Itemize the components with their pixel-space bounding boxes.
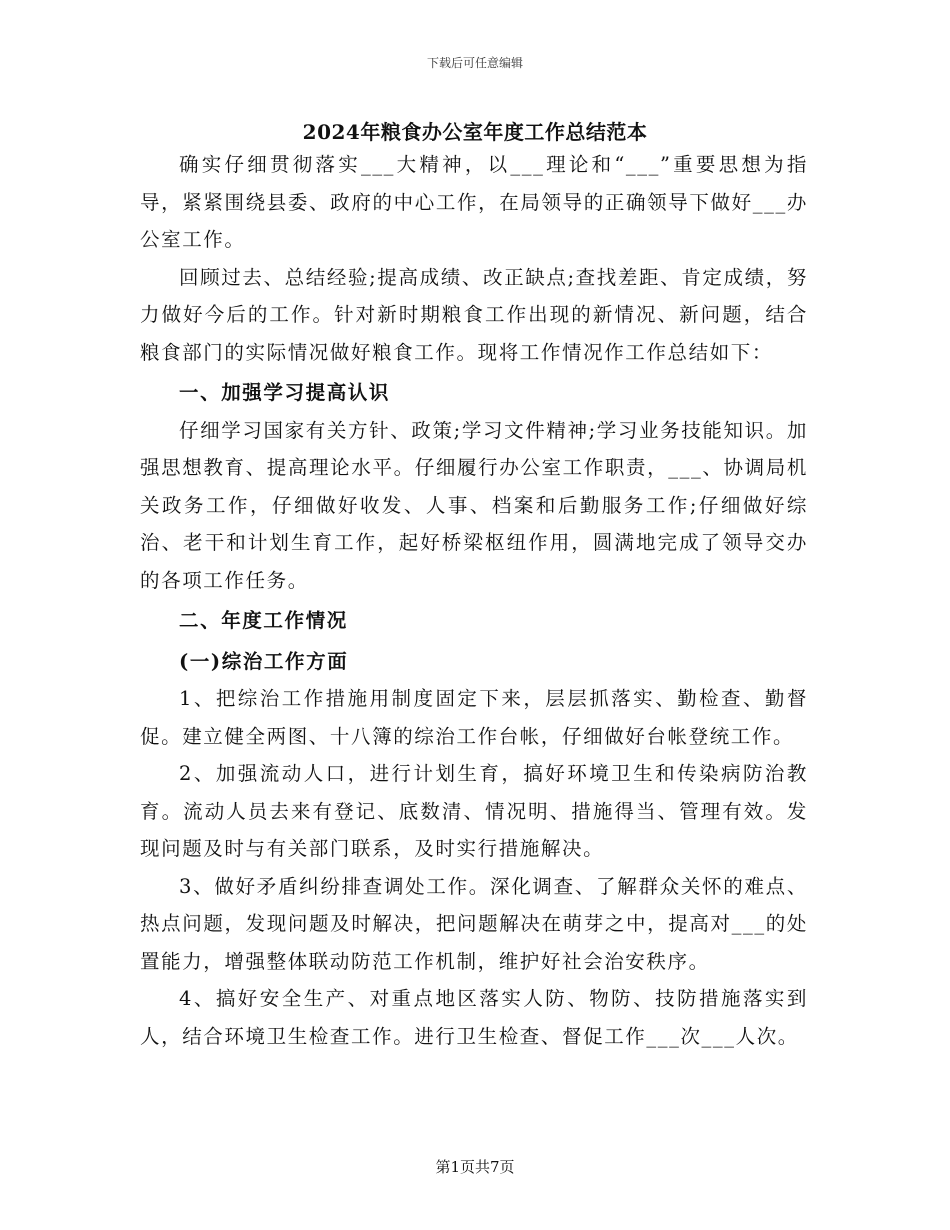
page-number: 第1页共7页: [435, 1158, 515, 1176]
section-heading-study: 一、加强学习提高认识: [179, 381, 391, 404]
subsection-heading-comprehensive: (一)综治工作方面: [179, 649, 349, 673]
paragraph-item-2: 2、加强流动人口，进行计划生育，搞好环境卫生和传染病防治教育。流动人员去来有登记、底数清、情况明、措施得当、管理有效。发现问题及时与有关部门联系，及时实行措施解决。: [140, 762, 808, 860]
paragraph-item-3: 3、做好矛盾纠纷排查调处工作。深化调查、了解群众关怀的难点、热点问题，发现问题及时解决，把问题解决在萌芽之中，提高对___的处置能力，增强整体联动防范工作机制，维护好社会治安秩序。: [140, 874, 808, 973]
paragraph-item-1: 1、把综治工作措施用制度固定下来，层层抓落实、勤检查、勤督促。建立健全两图、十八簿的综治工作台帐，仔细做好台帐登统工作。: [140, 687, 808, 748]
paragraph-intro: 确实仔细贯彻落实___大精神，以___理论和“___”重要思想为指导，紧紧围绕县委、政府的中心工作，在局领导的正确领导下做好___办公室工作。: [140, 153, 808, 251]
paragraph-study: 仔细学习国家有关方针、政策;学习文件精神;学习业务技能知识。加强思想教育、提高理论水平。仔细履行办公室工作职责，___、协调局机关政务工作，仔细做好收发、人事、档案和后勤服务工作;仔细做好综治、老干和计划生育工作，起好桥梁枢纽作用，圆满地完成了领导交办的各项工作任务。: [140, 418, 808, 592]
header-note: 下载后可任意编辑: [426, 56, 523, 70]
document-body: [140, 146, 808, 1055]
paragraph-review: 回顾过去、总结经验;提高成绩、改正缺点;查找差距、肯定成绩，努力做好今后的工作。针对新时期粮食工作出现的新情况、新问题，结合粮食部门的实际情况做好粮食工作。现将工作情况作工作总结如下：: [140, 265, 808, 364]
document-title: 2024年粮食办公室年度工作总结范本: [302, 120, 648, 144]
paragraph-item-4: 4、搞好安全生产、对重点地区落实人防、物防、技防措施落实到人，结合环境卫生检查工作。进行卫生检查、督促工作___次___人次。: [140, 987, 808, 1048]
section-heading-annual-work: 二、年度工作情况: [179, 609, 348, 632]
